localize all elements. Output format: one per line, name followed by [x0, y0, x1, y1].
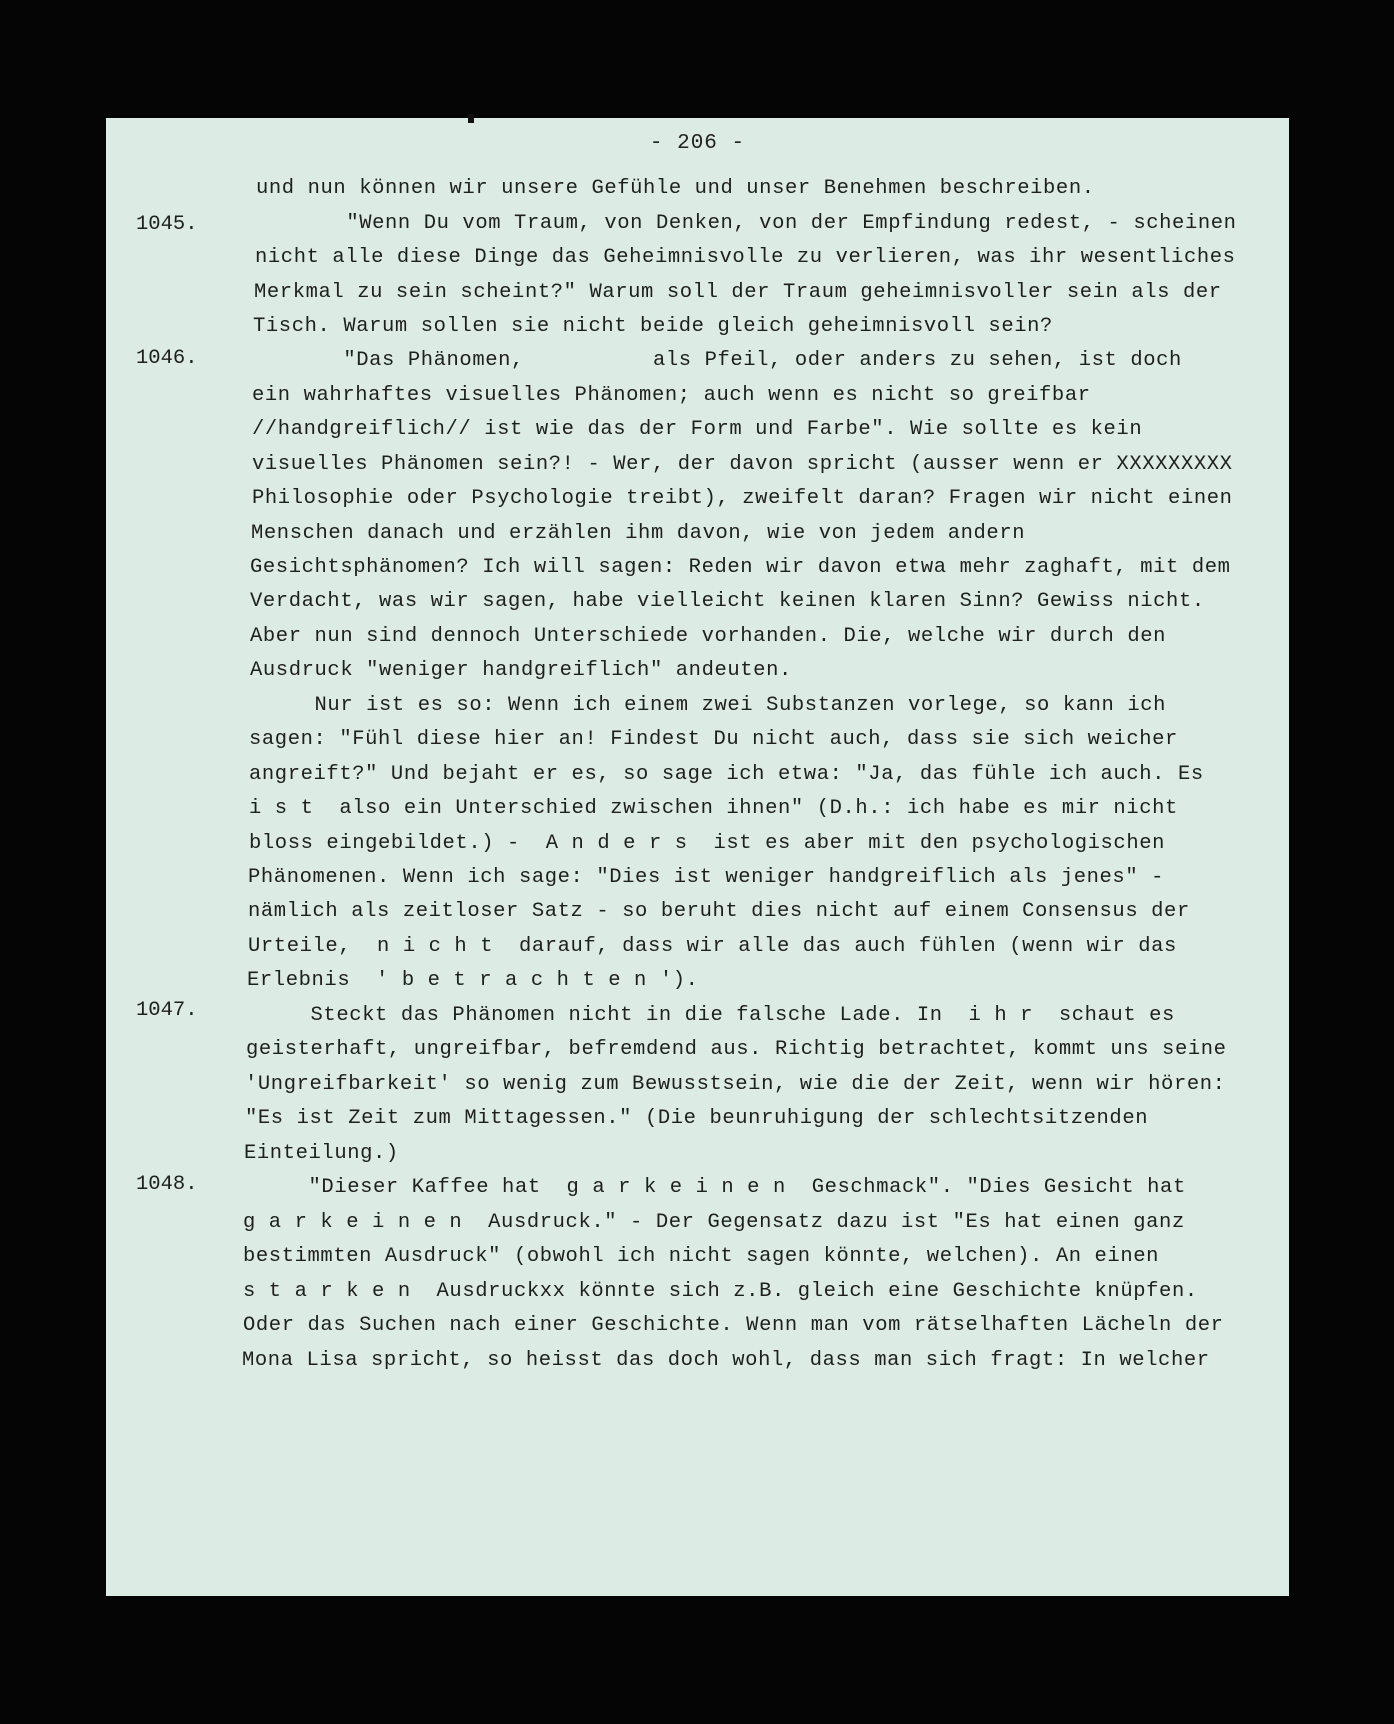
text-line: angreift?" Und bejaht er es, so sage ich etwa: "Ja, das fühle ich auch. Es: [249, 763, 1204, 786]
text-line: Aber nun sind dennoch Unterschiede vorhanden. Die, welche wir durch den: [250, 625, 1167, 648]
text-line: Oder das Suchen nach einer Geschichte. Wenn man vom rätselhaften Lächeln der: [243, 1314, 1224, 1337]
text-line: s t a r k e n Ausdruckxx könnte sich z.B. gleich eine Geschichte knüpfen.: [243, 1280, 1198, 1303]
typed-page: [106, 118, 1289, 1596]
text-line: und nun können wir unsere Gefühle und unser Benehmen beschreiben.: [256, 177, 1095, 200]
text-line: "Wenn Du vom Traum, von Denken, von der Empfindung redest, - scheinen: [256, 212, 1237, 235]
text-line: //handgreiflich// ist wie das der Form und Farbe". Wie sollte es kein: [252, 418, 1143, 441]
text-line: Gesichtsphänomen? Ich will sagen: Reden wir davon etwa mehr zaghaft, mit dem: [250, 556, 1231, 579]
text-line: "Es ist Zeit zum Mittagessen." (Die beunruhigung der schlechtsitzenden: [245, 1107, 1149, 1130]
ink-mark: [468, 114, 474, 123]
text-line: geisterhaft, ungreifbar, befremdend aus. Richtig betrachtet, kommt uns seine: [246, 1038, 1227, 1061]
text-line: 'Ungreifbarkeit' so wenig zum Bewusstsein, wie die der Zeit, wenn wir hören:: [245, 1073, 1226, 1096]
text-line: Verdacht, was wir sagen, habe vielleicht keinen klaren Sinn? Gewiss nicht.: [250, 590, 1205, 613]
text-line: i s t also ein Unterschied zwischen ihnen" (D.h.: ich habe es mir nicht: [249, 797, 1178, 820]
text-line: g a r k e i n e n Ausdruck." - Der Gegensatz dazu ist "Es hat einen ganz: [243, 1211, 1185, 1234]
text-line: Phänomenen. Wenn ich sage: "Dies ist weniger handgreiflich als jenes" -: [248, 866, 1165, 889]
page-number: - 206 -: [649, 132, 746, 155]
text-line: "Dieser Kaffee hat g a r k e i n e n Geschmack". "Dies Gesicht hat: [244, 1176, 1186, 1199]
text-line: nämlich als zeitloser Satz - so beruht dies nicht auf einem Consensus der: [248, 900, 1190, 923]
text-line: Steckt das Phänomen nicht in die falsche Lade. In i h r schaut es: [246, 1004, 1175, 1027]
paragraph-number-1045: 1045.: [136, 213, 198, 236]
paragraph-number-1046: 1046.: [136, 347, 198, 370]
text-line: Menschen danach und erzählen ihm davon, wie von jedem andern: [251, 522, 1026, 545]
text-line: Merkmal zu sein scheint?" Warum soll der Traum geheimnisvoller sein als der: [254, 281, 1222, 304]
text-line: Urteile, n i c h t darauf, dass wir alle das auch fühlen (wenn wir das: [248, 935, 1177, 958]
text-line: sagen: "Fühl diese hier an! Findest Du nicht auch, dass sie sich weicher: [249, 728, 1178, 751]
text-line: Nur ist es so: Wenn ich einem zwei Substanzen vorlege, so kann ich: [250, 694, 1167, 717]
text-line: Tisch. Warum sollen sie nicht beide gleich geheimnisvoll sein?: [253, 315, 1053, 338]
text-line: bloss eingebildet.) - A n d e r s ist es aber mit den psychologischen: [249, 832, 1166, 855]
paragraph-number-1048: 1048.: [136, 1173, 198, 1196]
text-line: Einteilung.): [244, 1142, 399, 1165]
text-line: Erlebnis ' b e t r a c h t e n ').: [247, 969, 699, 992]
text-line: ein wahrhaftes visuelles Phänomen; auch wenn es nicht so greifbar: [252, 384, 1091, 407]
text-line: Ausdruck "weniger handgreiflich" andeuten.: [250, 659, 792, 682]
text-line: nicht alle diese Dinge das Geheimnisvolle zu verlieren, was ihr wesentliches: [255, 246, 1236, 269]
text-line: Philosophie oder Psychologie treibt), zweifelt daran? Fragen wir nicht einen: [252, 487, 1233, 510]
text-line: "Das Phänomen, als Pfeil, oder anders zu sehen, ist doch: [253, 349, 1182, 372]
text-line: bestimmten Ausdruck" (obwohl ich nicht sagen könnte, welchen). An einen: [243, 1245, 1160, 1268]
text-line: visuelles Phänomen sein?! - Wer, der davon spricht (ausser wenn er XXXXXXXXX: [252, 453, 1233, 476]
text-line: Mona Lisa spricht, so heisst das doch wohl, dass man sich fragt: In welcher: [242, 1349, 1210, 1372]
paragraph-number-1047: 1047.: [136, 999, 198, 1022]
